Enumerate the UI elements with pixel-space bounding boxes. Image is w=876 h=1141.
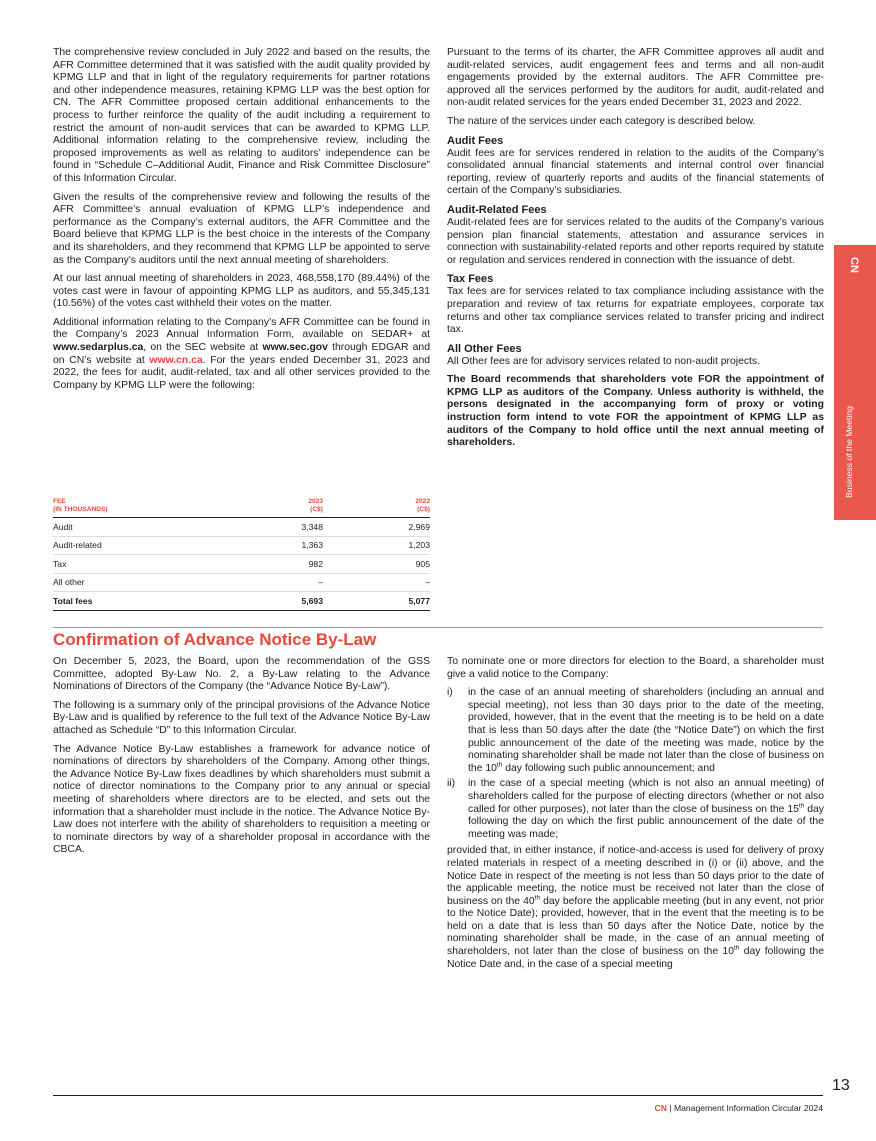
page-number: 13 xyxy=(832,1077,850,1094)
nomination-intro-paragraph: To nominate one or more directors for election to the Board, a shareholder must give a valid notice to the Company: xyxy=(447,656,824,680)
bottom-left-column xyxy=(53,656,430,863)
notice-and-access-paragraph xyxy=(447,845,824,971)
table-row xyxy=(53,573,430,592)
bylaw-adoption-paragraph: On December 5, 2023, the Board, upon the recommendation of the GSS Committee, adopted By-Law No. 2, a By-Law relating to the Advance Nominations of Directors of the Company (the “Advance Notice By-Law”). xyxy=(53,656,430,693)
auditor-fees-table xyxy=(53,496,430,611)
ordinal-suffix: th xyxy=(496,761,503,769)
side-section-tab xyxy=(834,245,876,520)
tax-fees-text: Tax fees are for services related to tax compliance including assistance with the preparation and review of tax returns for expatriate employees, corporate tax returns and other tax compliance services related to transfer pricing and indirect tax. xyxy=(447,286,824,336)
sedar-link[interactable]: www.sedarplus.ca xyxy=(53,342,144,354)
total-value-2022: 5,077 xyxy=(323,592,430,611)
top-left-column xyxy=(53,47,430,398)
sec-link[interactable]: www.sec.gov xyxy=(262,342,328,354)
tax-fees-heading: Tax Fees xyxy=(447,273,494,286)
additional-info-paragraph xyxy=(53,317,430,393)
list-item-text: in the case of a special meeting (which is not also an annual meeting) of shareholders called for the purpose of electing directors (whether or not also called for other purposes), not later than the close of business on the 15 xyxy=(468,778,824,815)
table-row xyxy=(53,555,430,574)
table-row xyxy=(53,536,430,555)
total-value-2023: 5,693 xyxy=(213,592,323,611)
fee-value-2023: – xyxy=(213,573,323,592)
side-tab-label: Business of the Meeting xyxy=(844,406,854,498)
paragraph-text: day before the applicable meeting (but in any event, not prior to the Notice Date); provided, however, that in the event that the meeting is to be held on a date that is less than 50 days after the Notice Date, notice by the nominating shareholder shall be made, in the case of an annual meeting of shareholders, not later than the close of business on the 10 xyxy=(447,895,824,958)
list-item-text: day following the day on which the first public announcement of the date of the meeting was made; xyxy=(468,803,824,840)
ordinal-suffix: th xyxy=(534,894,541,902)
bylaw-framework-paragraph: The Advance Notice By-Law establishes a framework for advance notice of nominations of directors by shareholders of the Company. Among other things, the Advance Notice By-Law fixes deadlines by which shareholders must submit a notice of director nominations to the Company prior to any annual or special meeting of shareholders where directors are to be elected, and sets out the information that a shareholder must include in the notice. The Advance Notice By-Law does not interfere with the ability of shareholders to requisition a meeting or to nominate directors by way of a shareholder proposal in accordance with the CBCA. xyxy=(53,743,430,856)
audit-related-fees-text: Audit-related fees are for services related to the audits of the Company’s various pension plan financial statements, attestation and assurance services in connection with sustainability-related reports and other reports required by statute or regulation and services rendered in connection with the issuance of debt. xyxy=(447,216,824,266)
audit-related-fees-heading: Audit-Related Fees xyxy=(447,203,547,216)
fee-label: Audit xyxy=(53,518,213,537)
board-recommendation: The Board recommends that shareholders vote FOR the appointment of KPMG LLP as auditors of the Company. Unless authority is withheld, the persons designated in the accompanying form of proxy or voting instruction form intend to vote FOR the appointment of KPMG LLP as auditors of the Company to hold office until the next annual meeting of shareholders. xyxy=(447,374,824,449)
footer xyxy=(655,1103,823,1113)
fee-column-header: FEE (IN THOUSANDS) xyxy=(53,496,213,518)
bylaw-summary-paragraph: The following is a summary only of the principal provisions of the Advance Notice By-Law and is qualified by reference to the full text of the Advance Notice By-Law attached as Schedule “D” to this Information Circular. xyxy=(53,699,430,736)
fee-value-2022: 1,203 xyxy=(323,536,430,555)
additional-info-text: Additional information relating to the Company’s AFR Committee can be found in the Company’s 2023 Annual Information Form, available on SEDAR+ at xyxy=(53,316,430,341)
nomination-deadline-list xyxy=(447,687,824,841)
list-item-text: in the case of an annual meeting of shareholders (including an annual and special meeting), not less than 30 days prior to the date of the meeting, provided, however, that in the event that the meeting is to be held on a date that is less than 50 days after the date (the “Notice Date”) on which the first public announcement of the date of the meeting was made, notice by the nominating shareholder shall be made not later than the close of business on the 10 xyxy=(468,687,824,774)
bottom-right-column xyxy=(447,656,824,977)
fee-value-2023: 1,363 xyxy=(213,536,323,555)
paragraph-text: day following the Notice Date and, in the case of a special meeting xyxy=(447,946,824,970)
list-item xyxy=(447,687,824,775)
ordinal-suffix: th xyxy=(733,944,740,952)
review-paragraph: The comprehensive review concluded in July 2022 and based on the results, the AFR Committee determined that it was satisfied with the audit quality provided by KPMG LLP and that in light of the regulatory requirements for partner rotations and other independence measures, retaining KPMG LLP was the best option for CN. The AFR Committee proposed certain additional enhancements to the process to further reinforce the quality of the audit including a requirement to restrict the amount of non-audit services that can be awarded to KPMG LLP. Additional information relating to the comprehensive review, including the proposed improvements as well as relating to auditors’ independence can be found in “Schedule C–Additional Audit, Finance and Risk Committee Disclosure” of this Information Circular. xyxy=(53,47,430,184)
list-item-number: i) xyxy=(447,687,453,699)
all-other-fees-text: All Other fees are for advisory services related to non-audit projects. xyxy=(447,355,761,367)
additional-info-text: through EDGAR and on CN’s website at xyxy=(53,342,430,366)
ordinal-suffix: th xyxy=(798,802,805,810)
audit-fees-heading: Audit Fees xyxy=(447,134,504,147)
footer-separator: | xyxy=(669,1103,672,1113)
cn-logo: CN xyxy=(848,257,860,273)
all-other-fees-heading: All Other Fees xyxy=(447,342,522,355)
list-item-text: day following such public announcement; and xyxy=(502,762,715,774)
cn-website-link[interactable]: www.cn.ca xyxy=(149,354,203,366)
fee-value-2023: 982 xyxy=(213,555,323,574)
fee-value-2022: – xyxy=(323,573,430,592)
fee-value-2022: 905 xyxy=(323,555,430,574)
recommendation-rationale-paragraph: Given the results of the comprehensive review and following the results of the AFR Committee’s annual evaluation of KPMG LLP’s independence and performance as the Company’s external auditors, the AFR Committee and the Board believe that KPMG LLP is the best choice in the interests of the Company and its shareholders, and they recommend that KPMG LLP be appointed to serve as the Company’s auditors until the next annual meeting of shareholders. xyxy=(53,191,430,266)
section-divider xyxy=(53,627,823,628)
year-2022-column-header: 2022 (C$) xyxy=(323,496,430,518)
paragraph-text: provided that, in either instance, if notice-and-access is used for delivery of proxy related materials in respect of a meeting described in (i) or (ii) above, and the Notice Date in respect of the meeting is not less than 50 days prior to the date of the applicable meeting, the notice must be received not later than the close of business on the 40 xyxy=(447,845,824,907)
year-2023-column-header: 2023 (C$) xyxy=(213,496,323,518)
top-right-column xyxy=(447,47,824,456)
vote-results-paragraph: At our last annual meeting of shareholders in 2023, 468,558,170 (89.44%) of the votes cast were in favour of appointing KPMG LLP as auditors, and 55,345,131 (10.56%) of the votes cast withheld their votes on the matter. xyxy=(53,273,430,310)
nature-of-services-paragraph: The nature of the services under each category is described below. xyxy=(447,115,756,127)
preapproval-paragraph: Pursuant to the terms of its charter, the AFR Committee approves all audit and audit-related services, audit engagement fees and terms and all non-audit engagements provided by the external auditors. The AFR Committee pre-approved all the services performed by the auditors for audit, audit-related and non-audit related services for the years ended December 31, 2023 and 2022. xyxy=(447,47,824,109)
fee-value-2023: 3,348 xyxy=(213,518,323,537)
total-row xyxy=(53,592,430,611)
table-header-row xyxy=(53,496,430,518)
footer-brand: CN xyxy=(654,1103,667,1113)
additional-info-text: . For the years ended December 31, 2023 and 2022, the fees for audit, audit-related, tax and all other services provided to the Company by KPMG LLP were the following: xyxy=(53,354,431,391)
total-label: Total fees xyxy=(53,592,213,611)
fee-label: Tax xyxy=(53,555,213,574)
list-item-number: ii) xyxy=(447,778,456,790)
additional-info-text: , on the SEC website at xyxy=(143,342,263,354)
section-title: Confirmation of Advance Notice By-Law xyxy=(53,630,377,649)
fee-label: Audit-related xyxy=(53,536,213,555)
audit-fees-text: Audit fees are for services rendered in relation to the audits of the Company’s consolidated annual financial statements and internal control over financial reporting, review of quarterly reports and audits of the financial statements of certain of the Company’s subsidiaries. xyxy=(447,147,824,197)
footer-divider xyxy=(53,1095,823,1096)
list-item xyxy=(447,778,824,841)
fee-value-2022: 2,969 xyxy=(323,518,430,537)
fee-label: All other xyxy=(53,573,213,592)
footer-doc-title: Management Information Circular 2024 xyxy=(673,1103,823,1113)
table-row xyxy=(53,518,430,537)
